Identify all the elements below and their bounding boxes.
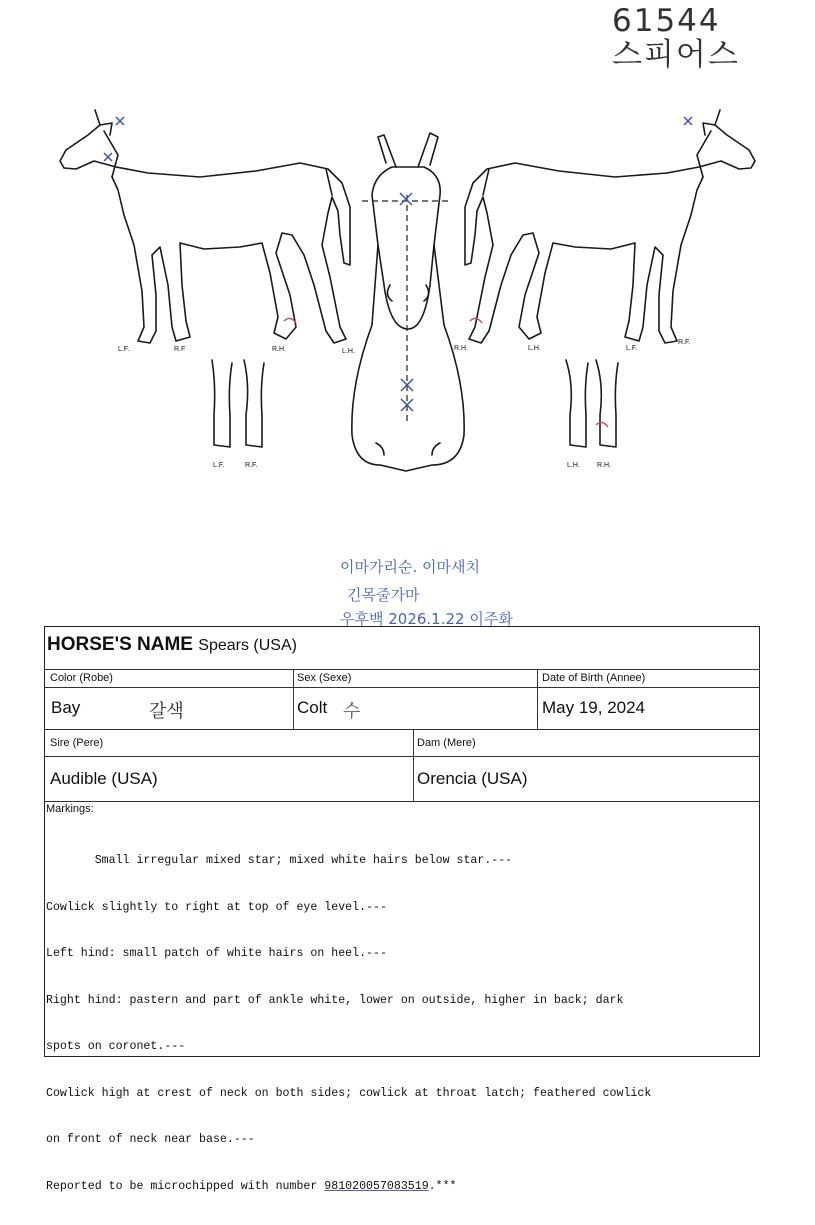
handwritten-sex-korean: 수 (343, 701, 361, 722)
microchip-number: 981020057083519 (324, 1179, 429, 1193)
markings-line: Left hind: small patch of white hairs on heel.--- (46, 947, 387, 960)
handwritten-korean-name: 스피어스 (612, 37, 740, 73)
markings-line: Small irregular mixed star; mixed white hairs below star.--- (46, 854, 513, 867)
leg-label: L.H. (567, 462, 580, 469)
microchip-line (46, 1179, 755, 1195)
markings-line: spots on coronet.--- (46, 1040, 186, 1053)
horse-name-row (47, 634, 297, 656)
leg-label: R.H. (272, 346, 286, 353)
date-of-birth-value: May 19, 2024 (542, 698, 646, 717)
marking-annotation-marks (104, 117, 692, 411)
sire-label: Sire (Pere) (50, 737, 104, 749)
microchip-prefix: Reported to be microchipped with number (46, 1179, 325, 1193)
leg-label: R.H. (454, 345, 468, 352)
leg-label: R.F. (678, 339, 691, 346)
markings-line: Cowlick high at crest of neck on both sides; cowlick at throat latch; feathered cowlick (46, 1086, 652, 1100)
color-label: Color (Robe) (50, 672, 113, 684)
leg-label: R.F (174, 346, 186, 353)
leg-label: L.F. (118, 346, 130, 353)
handwritten-id-note (612, 4, 740, 72)
handwritten-number: 61544 (612, 3, 721, 39)
handwritten-color-korean: 갈색 (149, 701, 184, 722)
handwritten-signature-date: 우후백 2026.1.22 이주화 (340, 610, 513, 628)
horse-name-label: HORSE'S NAME (47, 634, 193, 655)
sire-value: Audible (USA) (50, 769, 158, 788)
leg-label: L.H. (342, 348, 355, 355)
markings-line: Cowlick slightly to right at top of eye level.--- (46, 900, 387, 914)
leg-label: L.H. (528, 345, 541, 352)
handwritten-marking-note-2: 긴목줄가마 (347, 586, 420, 604)
leg-label: R.F. (245, 462, 258, 469)
horse-name-value: Spears (USA) (198, 637, 297, 654)
left-side-horse-outline (60, 110, 350, 343)
dam-value: Orencia (USA) (417, 769, 528, 788)
microchip-suffix: .*** (428, 1179, 457, 1193)
markings-text (46, 822, 755, 1225)
dam-label: Dam (Mere) (417, 737, 476, 749)
right-side-horse-outline (465, 110, 755, 343)
horse-identification-form (44, 626, 760, 1193)
horse-identification-diagram (0, 95, 815, 485)
left-horse-leg-labels (118, 346, 355, 355)
right-horse-leg-labels (454, 339, 691, 352)
handwritten-marking-note-1: 이마가리순. 이마새치 (340, 558, 480, 576)
leg-label: L.F. (626, 345, 638, 352)
markings-label: Markings: (46, 803, 94, 815)
hind-legs-outline (566, 360, 618, 447)
leg-label: L.F. (213, 462, 225, 469)
markings-line: on front of neck near base.--- (46, 1133, 255, 1146)
sex-label: Sex (Sexe) (297, 672, 352, 684)
lower-leg-labels (213, 462, 611, 469)
sex-value: Colt (297, 698, 328, 717)
leg-label: R.H. (597, 462, 611, 469)
front-legs-outline (212, 360, 264, 447)
markings-line: Right hind: pastern and part of ankle white, lower on outside, higher in back; dark (46, 993, 624, 1007)
front-view-head-outline (352, 133, 464, 471)
color-value: Bay (51, 698, 81, 717)
date-of-birth-label: Date of Birth (Annee) (542, 672, 646, 684)
